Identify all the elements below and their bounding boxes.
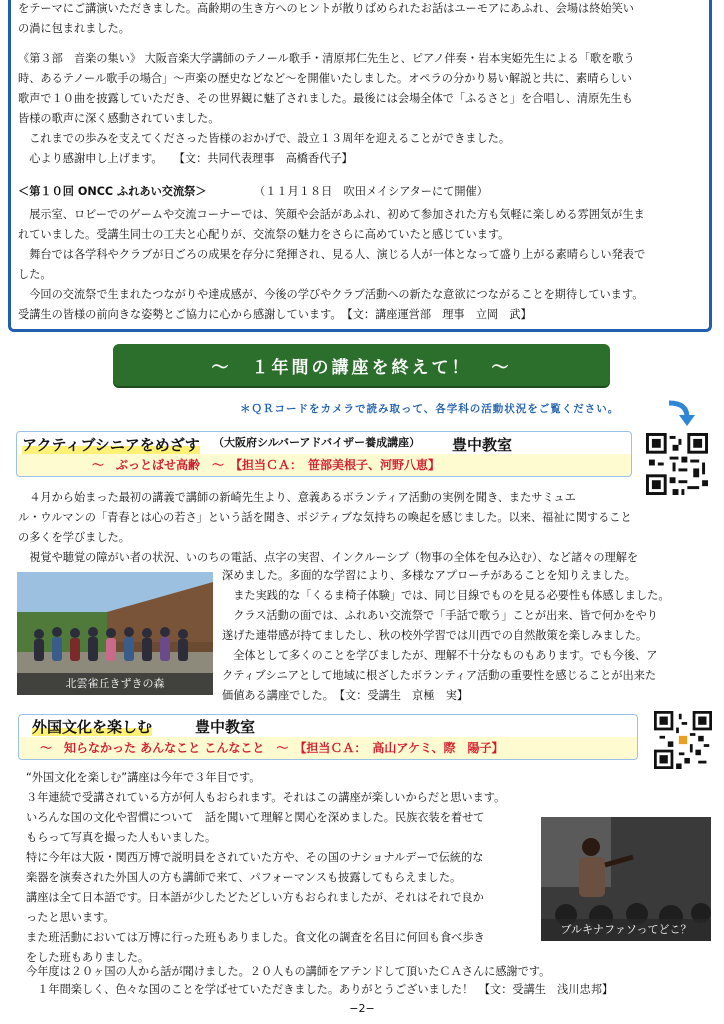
top-line-5: 皆様の歌声に深く感動されていました。 (18, 112, 220, 125)
festival-line-1: れていました。受講生同士の工夫と心配りが、交流祭の魅力をさらに高めていたと感じています。 (18, 228, 510, 241)
s2-line-6: 講座は全て日本語です。日本語が少したどたどしい方もおられましたが、それはそれで良か (26, 891, 484, 904)
curved-arrow-icon (665, 399, 695, 427)
section1-title: アクティブシニアをめざす (22, 436, 200, 454)
section1-photo-caption: 北雲雀丘きずきの森 (17, 673, 213, 695)
section2-photo-caption: ブルキナファソってどこ？ (541, 919, 711, 941)
s2-bottom-0: 今年度は２０ヶ国の人から話が聞けました。２０人もの講師をアテンドして頂いたＣＡさんに感謝です。 (26, 965, 551, 978)
qr-code-icon[interactable] (646, 433, 708, 495)
s1-side-4: 全体として多くのことを学びましたが、理解不十分なものもあります。でも今後、ア (222, 649, 658, 662)
s2-line-2: いろんな国の文化や習慣について 話を聞いて理解と関心を深めました。民族衣装を着せて (26, 811, 485, 824)
qr-note: ＊ＱＲコードをカメラで読み取って、各学科の活動状況をご覧ください。 (240, 403, 620, 415)
top-line-4: 歌声で１０曲を披露していただき、その世界観に魅了されました。最後には会場全体で「ふるさと」を合唱し、清原先生も (18, 92, 633, 105)
section1-subtitle: 〜 ぶっとばせ高齢 〜 【担当ＣＡ： 笹部美根子、河野八恵】 (92, 458, 441, 472)
section1-group-photo (17, 572, 213, 695)
section2-title: 外国文化を楽しむ (32, 718, 153, 736)
s2-line-0: “外国文化を楽しむ”講座は今年で３年目です。 (26, 771, 261, 784)
s2-line-3: もらって写真を撮った人もいました。 (26, 831, 217, 844)
top-line-1: の渦に包まれました。 (18, 22, 130, 35)
section2-place: 豊中教室 (195, 718, 256, 736)
s1-side-2: クラス活動の面では、ふれあい交流祭で「手話で歌う」ことが出来、皆で何かをやり (222, 609, 658, 622)
section2-lecture-photo (541, 817, 711, 941)
s2-line-9: をした班もありました。 (26, 951, 150, 964)
festival-line-3: した。 (18, 268, 52, 281)
top-line-7: 心より感謝申し上げます。 【文：共同代表理事 高橋香代子】 (18, 152, 353, 165)
top-line-2: 《第３部 音楽の集い》 大阪音楽大学講師のテノール歌手・清原邦仁先生と、ピアノ伴奏・岩本実姫先生による「歌を歌う (18, 52, 635, 65)
s2-bottom-1: １年間楽しく、色々な国のことを学ばせていただきました。ありがとうございました！ 【文：受講生 浅川忠邦】 (26, 983, 614, 996)
section-banner: 〜 １年間の講座を終えて！ 〜 (113, 344, 610, 386)
s1-intro-2: の多くを学びました。 (18, 531, 130, 544)
section1-place: 豊中教室 (452, 436, 513, 454)
top-line-6: これまでの歩みを支えてくださった皆様のおかげで、設立１３周年を迎えることができました。 (18, 132, 511, 145)
s1-side-5: クティブシニアとして地域に根ざしたボランティア活動の重要性を感じることが出来た (222, 669, 657, 682)
festival-title: ＜第１０回 ONCC ふれあい交流祭＞ (18, 185, 207, 198)
s1-intro-3: 視覚や聴覚の障がい者の状況、いのちの電話、点字の実習、インクルーシブ（物事の全体を包み込む）、など諸々の理解を (18, 551, 639, 564)
s2-line-4: 特に今年は大阪・関西万博で説明員をされていた方や、その国のナショナルデーで伝統的な (26, 851, 484, 864)
s1-side-6: 価値ある講座でした。 【文：受講生 京極 実】 (222, 689, 469, 702)
top-line-3: 時、あるテノール歌手の場合」〜声楽の歴史などなど〜を開催いたしました。オペラの分かり易い解説と共に、素晴らしい (18, 72, 632, 85)
s2-line-7: ったと思います。 (26, 911, 115, 924)
qr-code-icon[interactable] (654, 711, 712, 769)
section2-subtitle: 〜 知らなかった あんなこと こんなこと 〜 【担当ＣＡ： 高山アケミ、際 陽子】 (40, 741, 504, 755)
festival-date: （１１月１８日 吹田メイシアターにて開催） (254, 185, 488, 198)
festival-line-5: 受講生の皆様の前向きな姿勢とご協力に心から感謝しています。 【文：講座運営部 理事 立岡 武】 (18, 308, 532, 321)
s1-intro-1: ル・ウルマンの「青春とは心の若さ」という話を聞き、ポジティブな気持ちの喚起を感じました。以来、福祉に関すること (18, 511, 632, 524)
top-line-0: をテーマにご講演いただきました。高齢期の生き方へのヒントが散りばめられたお話はユーモアにあふれ、会場は終始笑い (18, 2, 634, 15)
s1-intro-0: ４月から始まった最初の講義で講師の新崎先生より、意義あるボランティア活動の実例を聞き、またサミュエ (18, 491, 576, 504)
festival-line-2: 舞台では各学科やクラブが日ごろの成果を存分に発揮され、見る人、演じる人が一体となって盛り上がる素晴らしい発表で (18, 248, 646, 261)
page-number: −2− (349, 1002, 375, 1015)
festival-line-0: 展示室、ロビーでのゲームや交流コーナーでは、笑顔や会話があふれ、初めて参加された方も気軽に楽しめる雰囲気が生ま (18, 208, 645, 221)
s2-line-1: ３年連続で受講されている方が何人もおられます。それはこの講座が楽しいからだと思います。 (26, 791, 506, 804)
festival-line-4: 今回の交流祭で生まれたつながりや達成感が、今後の学びやクラブ活動への新たな意欲につながることを期待しています。 (18, 288, 644, 301)
section1-title-note: （大阪府シルバーアドバイザー養成講座） (213, 436, 421, 449)
s2-line-5: 楽器を演奏された外国人の方も講師で来て、パフォーマンスも披露してもらえました。 (26, 871, 462, 884)
s1-side-3: 遂げた連帯感が持てましたし、秋の校外学習では川西での自然散策を楽しみました。 (222, 629, 648, 642)
s2-line-8: また班活動においては万博に行った班もありました。食文化の調査を名目に何回も食べ歩き (26, 931, 485, 944)
s1-side-0: 深めました。多面的な学習により、多様なアプローチがあることを知りえました。 (222, 569, 636, 582)
s1-side-1: また実践的な「くるま椅子体験」では、同じ目線でものを見る必要性も体感しました。 (222, 589, 670, 602)
